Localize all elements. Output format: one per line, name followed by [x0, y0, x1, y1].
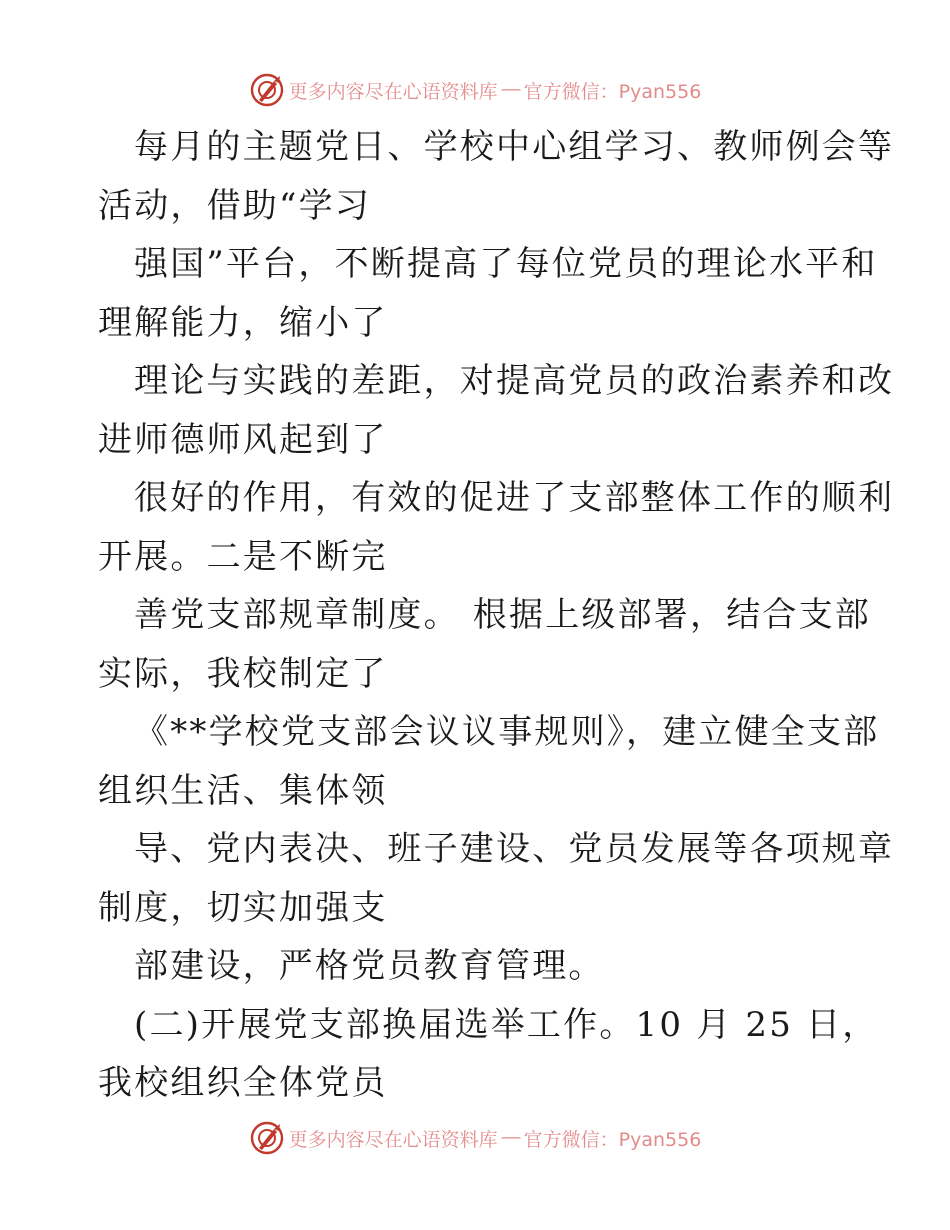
header-banner-contact: 官方微信：Pyan556: [523, 80, 702, 103]
body-line: 进师德师风起到了: [98, 419, 388, 460]
body-line: 强国”平台，不断提高了每位党员的理论水平和: [134, 244, 878, 284]
header-banner-separator: —: [501, 79, 520, 100]
footer-banner-inner: [249, 1120, 702, 1156]
quill-logo-icon: [249, 72, 285, 108]
footer-banner-separator: —: [501, 1127, 520, 1148]
header-banner-text: 更多内容尽在心语资料库: [288, 80, 498, 103]
footer-banner-text: 更多内容尽在心语资料库: [288, 1128, 498, 1151]
body-line: 理解能力，缩小了: [98, 302, 388, 343]
document-body: [98, 118, 895, 1113]
footer-banner-contact: 官方微信：Pyan556: [523, 1128, 702, 1151]
body-line: 导、党内表决、班子建设、党员发展等各项规章: [134, 829, 895, 869]
body-line: 组织生活、集体领: [98, 770, 388, 811]
footer-banner: [0, 1118, 950, 1158]
quill-logo-icon: [249, 1120, 285, 1156]
body-line: 活动，借助“学习: [98, 185, 371, 226]
header-banner-inner: [249, 72, 702, 108]
header-banner: [0, 70, 950, 110]
body-line: 很好的作用，有效的促进了支部整体工作的顺利: [134, 478, 895, 518]
body-line: 我校组织全体党员: [98, 1063, 388, 1103]
body-line: 制度，切实加强支: [98, 887, 388, 928]
body-line: (二)开展党支部换届选举工作。10 月 25 日，: [134, 1004, 879, 1045]
body-line: 开展。二是不断完: [98, 536, 388, 577]
body-line: 善党支部规章制度。 根据上级部署，结合支部: [134, 595, 872, 635]
body-line: 实际，我校制定了: [98, 653, 388, 694]
body-line: 理论与实践的差距，对提高党员的政治素养和改: [134, 361, 895, 401]
body-line: 部建设，严格党员教育管理。: [134, 946, 605, 986]
body-line: 《**学校党支部会议议事规则》，建立健全支部: [134, 712, 880, 752]
body-line: 每月的主题党日、学校中心组学习、教师例会等: [134, 127, 895, 167]
